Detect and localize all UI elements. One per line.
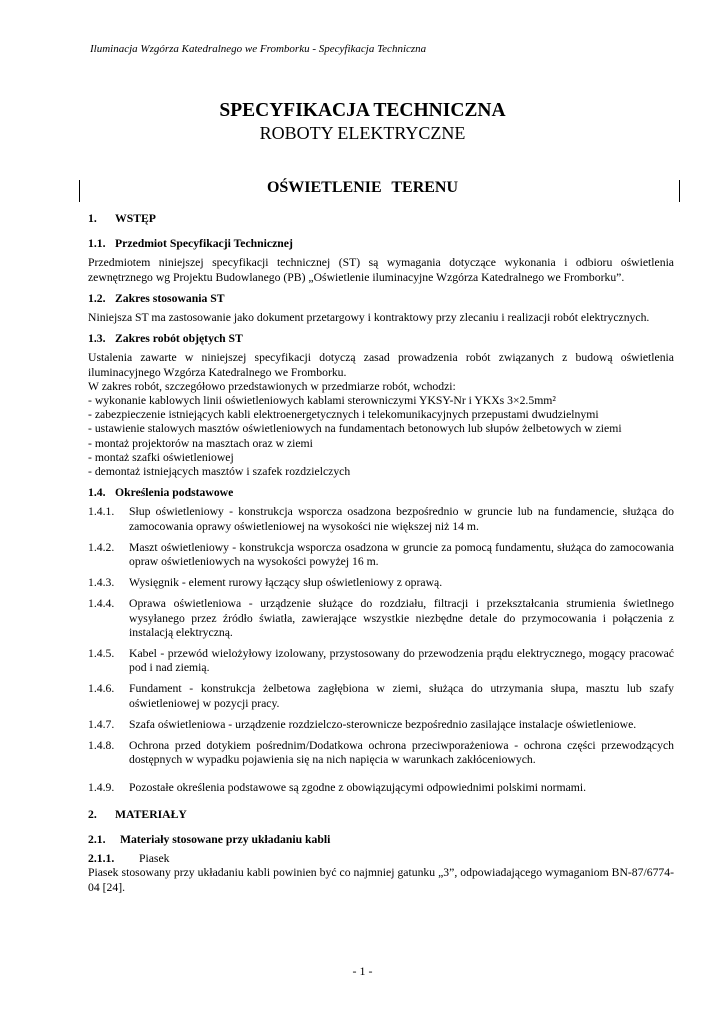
definition-item <box>88 597 674 640</box>
definition-text: Słup oświetleniowy - konstrukcja wsporcza osadzona bezpośrednio w gruncie lub na fundamencie, służąca do zamocowania oprawy oświetleniowej na wysokości nie większej niż 14 m. <box>129 505 674 533</box>
definition-item <box>88 505 674 533</box>
definition-text: Maszt oświetleniowy - konstrukcja wsporcza osadzona w gruncie za pomocą fundamentu, służąca do zamocowania opraw oświetleniowych na wysokości powyżej 16 m. <box>129 540 674 569</box>
heading-number: 1.2. <box>88 291 106 305</box>
heading-number: 2.1. <box>88 832 106 846</box>
heading-1-4 <box>88 486 674 500</box>
heading-text: Zakres stosowania ST <box>115 291 225 305</box>
definition-item <box>88 541 674 569</box>
paragraph: Przedmiotem niniejszej specyfikacji technicznej (ST) są wymagania dotyczące wykonania i odbioru oświetlenia zewnętrznego wg Projektu Budowlanego (PB) „Oświetlenie iluminacyjne Wzgórza Katedralnego we Fromborku”. <box>88 256 674 284</box>
paragraph: Piasek stosowany przy układaniu kabli powinien być co najmniej gatunku „3”, odpowiadającego wymaganiom BN-87/6774-04 [24]. <box>88 866 674 894</box>
heading-2-1 <box>88 833 674 847</box>
heading-1-1 <box>88 237 674 251</box>
list-item: - montaż szafki oświetleniowej <box>88 450 234 464</box>
document-title: SPECYFIKACJA TECHNICZNA <box>219 100 506 121</box>
heading-1-3 <box>88 332 674 346</box>
paragraph: W zakres robót, szczegółowo przedstawionych w przedmiarze robót, wchodzi: <box>88 379 456 393</box>
heading-text: Przedmiot Specyfikacji Technicznej <box>115 237 293 251</box>
definition-number: 1.4.4. <box>88 597 115 611</box>
page-number: - 1 - <box>352 964 373 978</box>
definition-number: 1.4.1. <box>88 505 115 519</box>
list-item: - demontaż istniejących masztów i szafek rozdzielczych <box>88 465 351 479</box>
definition-item <box>88 739 674 767</box>
list-item: - montaż projektorów na masztach oraz w ziemi <box>88 436 313 450</box>
paragraph: Niniejsza ST ma zastosowanie jako dokument przetargowy i kontraktowy przy zlecaniu i realizacji robót elektrycznych. <box>88 311 650 325</box>
definition-number: 1.4.3. <box>88 576 115 590</box>
definition-item <box>88 647 674 675</box>
heading-2-1-1 <box>88 852 674 866</box>
heading-1-2 <box>88 292 674 306</box>
definition-item <box>88 682 674 710</box>
heading-number: 2. <box>88 807 97 821</box>
document-subtitle: ROBOTY ELEKTRYCZNE <box>259 123 466 143</box>
definition-text: Pozostałe określenia podstawowe są zgodne z obowiązującymi odpowiednimi polskimi normami. <box>129 780 587 794</box>
heading-text: Materiały stosowane przy układaniu kabli <box>120 832 331 846</box>
definition-text: Fundament - konstrukcja żelbetowa zagłębiona w ziemi, służąca do utrzymania słupa, masztu lub szafy oświetleniowej w pozycji pracy. <box>129 682 674 710</box>
definition-text: Ochrona przed dotykiem pośrednim/Dodatkowa ochrona przeciwporażeniowa - ochrona części przewodzących dostępnych w wypadku pojawienia się na nich napięcia w warunkach zakłóceniowych. <box>129 739 674 767</box>
heading-number: 1.3. <box>88 332 106 346</box>
heading-text: MATERIAŁY <box>115 807 187 821</box>
definition-number: 1.4.6. <box>88 682 115 696</box>
definition-item <box>88 718 674 732</box>
definition-number: 1.4.9. <box>88 780 115 794</box>
heading-text: Określenia podstawowe <box>115 486 234 500</box>
definition-number: 1.4.7. <box>88 717 115 731</box>
definition-number: 1.4.2. <box>88 540 115 554</box>
list-item: - ustawienie stalowych masztów oświetleniowych na fundamentach betonowych lub słupów żelbetowych w ziemi <box>88 422 622 436</box>
heading-number: 2.1.1. <box>88 852 115 866</box>
running-header: Iluminacja Wzgórza Katedralnego we Fromborku - Specyfikacja Techniczna <box>90 43 427 55</box>
definition-number: 1.4.5. <box>88 647 115 661</box>
list-item: - wykonanie kablowych linii oświetleniowych kablami sterowniczymi YKSY-Nr i YKXs 3×2.5mm² <box>88 394 556 408</box>
heading-1 <box>88 212 674 226</box>
heading-number: 1.1. <box>88 237 106 251</box>
list-item: - zabezpieczenie istniejących kabli elektroenergetycznych i telekomunikacyjnych przepustami dwudzielnymi <box>88 408 599 422</box>
section-title: OŚWIETLENIE TERENU <box>266 179 459 196</box>
heading-number: 1. <box>88 212 97 225</box>
definition-item <box>88 576 674 590</box>
heading-number: 1.4. <box>88 486 106 500</box>
definition-text: Kabel - przewód wielożyłowy izolowany, przystosowany do przewodzenia prądu elektrycznego, mogący pracować pod i nad ziemią. <box>129 647 674 675</box>
definition-item <box>88 781 674 795</box>
heading-text: WSTĘP <box>115 212 156 225</box>
heading-text: Piasek <box>139 852 170 866</box>
paragraph: Ustalenia zawarte w niniejszej specyfikacji dotyczą zasad prowadzenia robót związanych z budową oświetlenia iluminacyjnego Wzgórza Katedralnego we Fromborku. <box>88 351 674 379</box>
definition-text: Szafa oświetleniowa - urządzenie rozdzielczo-sterownicze bezpośrednio zasilające instalacje oświetleniowe. <box>129 717 637 731</box>
definition-text: Oprawa oświetleniowa - urządzenie służące do rozdziału, filtracji i przekształcania strumienia świetlnego wysyłanego przez źródło światła, zawierające wszystkie niezbędne detale do przymocowania i połączenia z instalacją elektryczną. <box>129 597 674 639</box>
scope-list <box>88 394 674 479</box>
definition-number: 1.4.8. <box>88 739 115 753</box>
definition-text: Wysięgnik - element rurowy łączący słup oświetleniowy z oprawą. <box>129 576 443 590</box>
document-body <box>88 212 674 902</box>
heading-text: Zakres robót objętych ST <box>115 332 243 346</box>
heading-2 <box>88 808 674 822</box>
